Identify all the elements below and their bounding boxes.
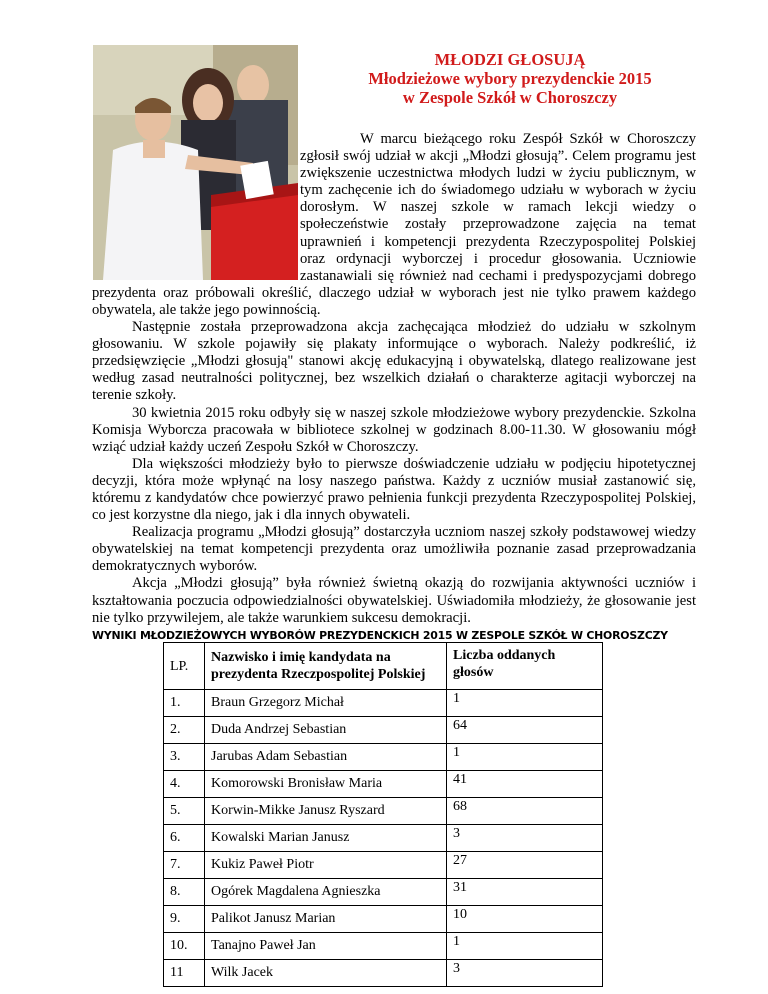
col-votes-header: Liczba oddanych głosów — [447, 643, 603, 690]
paragraph: Realizacja programu „Młodzi głosują” dostarczyła uczniom naszej szkoły podstawowej wiedzy obywatelskiej na temat kompetencji prezydenta oraz umożliwiła poznanie zasad przeprowadzania demokratycznych wyborów. — [92, 524, 696, 575]
paragraph: Dla większości młodzieży było to pierwsze doświadczenie udziału w podjęciu hipotetycznej decyzji, która może wpłynąć na losy naszego państwa. Każdy z uczniów musiał zastanowić się, któremu z kandydatów chce powierzyć prawo pełnienia funkcji prezydenta Rzeczypospolitej Polskiej, co jest korzystne dla niego, jak i dla innych obywateli. — [92, 455, 696, 524]
article-title — [300, 50, 720, 107]
table-row — [164, 906, 603, 933]
lp-cell: 11 — [164, 960, 205, 987]
table-row — [164, 879, 603, 906]
candidate-name-cell: Duda Andrzej Sebastian — [205, 717, 447, 744]
results-table — [163, 642, 603, 987]
title-line-3: w Zespole Szkół w Choroszczy — [402, 88, 618, 107]
votes-cell: 64 — [447, 717, 603, 744]
votes-cell: 68 — [447, 798, 603, 825]
col-lp-header: LP. — [164, 643, 205, 690]
candidate-name-cell: Kowalski Marian Janusz — [205, 825, 447, 852]
votes-cell: 31 — [447, 879, 603, 906]
results-heading: WYNIKI MŁODZIEŻOWYCH WYBORÓW PREZYDENCKICH 2015 W ZESPOLE SZKÓŁ W CHOROSZCZY — [92, 629, 668, 642]
paragraph: Akcja „Młodzi głosują” była również świetną okazją do rozwijania aktywności uczniów i kształtowania poczucia odpowiedzialności obywatelskiej. Uświadomiła młodzieży, że głosowanie jest nie tylko przywilejem, ale także warunkiem sukcesu demokracji. — [92, 575, 696, 626]
table-row — [164, 852, 603, 879]
table-row — [164, 744, 603, 771]
candidate-name-cell: Braun Grzegorz Michał — [205, 690, 447, 717]
votes-cell: 27 — [447, 852, 603, 879]
candidate-name-cell: Palikot Janusz Marian — [205, 906, 447, 933]
table-row — [164, 798, 603, 825]
title-line-2: Młodzieżowe wybory prezydenckie 2015 — [368, 69, 652, 88]
table-header-row — [164, 643, 603, 690]
votes-cell: 3 — [447, 825, 603, 852]
table-row — [164, 933, 603, 960]
votes-cell: 41 — [447, 771, 603, 798]
lp-cell: 5. — [164, 798, 205, 825]
candidate-name-cell: Kukiz Paweł Piotr — [205, 852, 447, 879]
lp-cell: 3. — [164, 744, 205, 771]
table-row — [164, 960, 603, 987]
lp-cell: 7. — [164, 852, 205, 879]
votes-cell: 3 — [447, 960, 603, 987]
lp-cell: 8. — [164, 879, 205, 906]
candidate-name-cell: Ogórek Magdalena Agnieszka — [205, 879, 447, 906]
candidate-name-cell: Tanajno Paweł Jan — [205, 933, 447, 960]
votes-cell: 10 — [447, 906, 603, 933]
lp-cell: 2. — [164, 717, 205, 744]
table-row — [164, 717, 603, 744]
paragraph: 30 kwietnia 2015 roku odbyły się w naszej szkole młodzieżowe wybory prezydenckie. Szkolna Komisja Wyborcza pracowała w bibliotece szkolnej w godzinach 8.00-11.30. W głosowaniu mógł wziąć udział każdy uczeń Zespołu Szkół w Choroszczy. — [92, 404, 696, 455]
title-line-1: MŁODZI GŁOSUJĄ — [434, 50, 586, 69]
lp-cell: 4. — [164, 771, 205, 798]
table-row — [164, 771, 603, 798]
col-name-header: Nazwisko i imię kandydata na prezydenta Rzeczpospolitej Polskiej — [205, 643, 447, 690]
votes-cell: 1 — [447, 690, 603, 717]
table-row — [164, 690, 603, 717]
candidate-name-cell: Komorowski Bronisław Maria — [205, 771, 447, 798]
paragraph: Następnie została przeprowadzona akcja zachęcająca młodzież do udziału w szkolnym głosowaniu. W szkole pojawiły się plakaty informujące o wyborach. Należy podkreślić, iż przedsięwzięcie „Młodzi głosują" stanowi akcję edukacyjną i obywatelską, dlatego realizowane jest według zasad neutralności politycznej, bez wszelkich działań o charakterze agitacji wyborczej na terenie szkoły. — [92, 319, 696, 404]
table-row — [164, 825, 603, 852]
article-body — [92, 131, 696, 627]
paragraph: W marcu bieżącego roku Zespół Szkół w Choroszczy zgłosił swój udział w akcji „Młodzi głosują”. Celem programu jest zwiększenie uczestnictwa młodych ludzi w życiu publicznym, w tym zachęcenie ich do świadomego udziału w wyborach w życiu dorosłym. W naszej szkole w ramach lekcji wiedzy o społeczeństwie zostały przeprowadzone zajęcia na temat uprawnień i kompetencji prezydenta Rzeczypospolitej Polskiej oraz ordynacji wyborczej i procedur głosowania. Uczniowie zastanawiali się również nad cechami i predyspozycjami dobrego prezydenta oraz próbowali określić, dlaczego udział w wyborach jest nie tylko prawem każdego obywatela, ale także jego powinnością. — [92, 131, 696, 318]
lp-cell: 9. — [164, 906, 205, 933]
lp-cell: 10. — [164, 933, 205, 960]
candidate-name-cell: Korwin-Mikke Janusz Ryszard — [205, 798, 447, 825]
candidate-name-cell: Wilk Jacek — [205, 960, 447, 987]
lp-cell: 6. — [164, 825, 205, 852]
lp-cell: 1. — [164, 690, 205, 717]
votes-cell: 1 — [447, 933, 603, 960]
candidate-name-cell: Jarubas Adam Sebastian — [205, 744, 447, 771]
votes-cell: 1 — [447, 744, 603, 771]
